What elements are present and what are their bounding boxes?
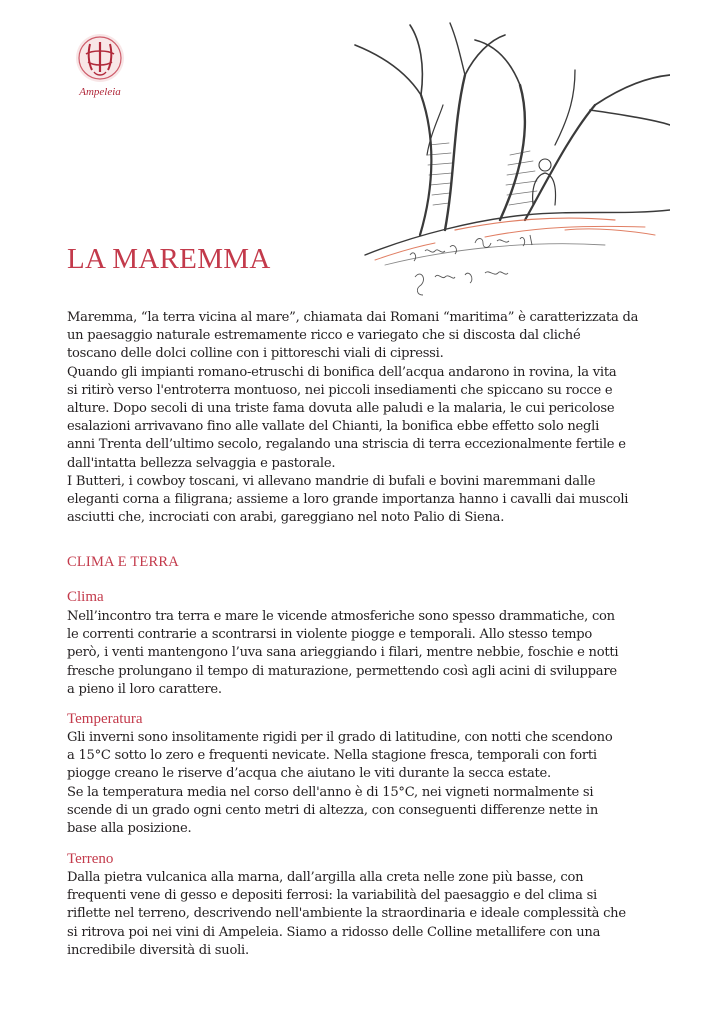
page-title: LA MAREMMA xyxy=(67,243,271,275)
text-line: incredibile diversità di suoli. xyxy=(67,942,249,958)
intro-paragraph xyxy=(67,309,667,527)
tree-sketch-illustration xyxy=(325,15,670,300)
temperatura-heading: Temperatura xyxy=(67,711,143,727)
text-line: riflette nel terreno, descrivendo nell'ambiente la straordinaria e ideale complessità che xyxy=(67,906,626,922)
text-line: frequenti vene di gesso e depositi ferrosi: la variabilità del paesaggio e del clima si xyxy=(67,888,597,904)
section-title: CLIMA E TERRA xyxy=(67,554,179,570)
text-line: a 15°C sotto lo zero e frequenti nevicate. Nella stagione fresca, temporali con forti xyxy=(67,748,597,764)
text-line: dall'intatta bellezza selvaggia e pastorale. xyxy=(67,455,336,471)
text-line: si ritirò verso l'entroterra montuoso, nei piccoli insediamenti che spiccano su rocce e xyxy=(67,382,613,398)
text-line: Gli inverni sono insolitamente rigidi per il grado di latitudine, con notti che scendono xyxy=(67,730,613,745)
text-line: anni Trenta dell’ultimo secolo, regalando una striscia di terra eccezionalmente fertile e xyxy=(67,437,626,453)
text-line: base alla posizione. xyxy=(67,821,192,837)
terreno-paragraph xyxy=(67,869,667,960)
clima-heading: Clima xyxy=(67,589,104,605)
text-line: Nell’incontro tra terra e mare le vicende atmosferiche sono spesso drammatiche, con xyxy=(67,609,615,624)
text-line: Quando gli impianti romano-etruschi di bonifica dell’acqua andarono in rovina, la vita xyxy=(67,364,617,380)
temperatura-paragraph xyxy=(67,729,667,838)
text-line: piogge creano le riserve d’acqua che aiutano le viti durante la secca estate. xyxy=(67,766,551,782)
text-line: le correnti contrarie a scontrarsi in violente piogge e temporali. Allo stesso tempo xyxy=(67,627,593,643)
text-line: I Butteri, i cowboy toscani, vi allevano mandrie di bufali e bovini maremmani dalle xyxy=(67,473,596,489)
sketch-drawing xyxy=(325,15,670,300)
text-line: alture. Dopo secoli di una triste fama dovuta alle paludi e la malaria, le cui pericolose xyxy=(67,401,615,417)
text-line: si ritrova poi nei vini di Ampeleia. Siamo a ridosso delle Colline metallifere con una xyxy=(67,924,601,940)
text-line: toscano delle dolci colline con i pittoreschi viali di cipressi. xyxy=(67,346,444,362)
clima-paragraph xyxy=(67,608,667,699)
text-line: un paesaggio naturale estremamente ricco e variegato che si discosta dal cliché xyxy=(67,328,581,344)
text-line: Dalla pietra vulcanica alla marna, dall’argilla alla creta nelle zone più basse, con xyxy=(67,870,584,885)
text-line: Maremma, “la terra vicina al mare”, chiamata dai Romani “maritima” è caratterizzata da xyxy=(67,310,639,325)
text-line: esalazioni arrivavano fino alle vallate del Chianti, la bonifica ebbe effetto solo negli xyxy=(67,419,600,435)
text-line: a pieno il loro carattere. xyxy=(67,681,222,697)
text-line: scende di un grado ogni cento metri di altezza, con conseguenti differenze nette in xyxy=(67,802,599,818)
terreno-heading: Terreno xyxy=(67,851,114,867)
text-line: eleganti corna a filigrana; assieme a loro grande importanza hanno i cavalli dai muscoli xyxy=(67,492,629,508)
text-line: Se la temperatura media nel corso dell'anno è di 15°C, nei vigneti normalmente si xyxy=(67,784,594,800)
text-line: però, i venti mantengono l’uva sana arieggiando i filari, mentre nebbie, foschie e notti xyxy=(67,645,619,661)
text-line: asciutti che, incrociati con arabi, gareggiano nel noto Palio di Siena. xyxy=(67,510,505,526)
text-line: fresche prolungano il tempo di maturazione, permettendo così agli acini di sviluppare xyxy=(67,663,617,679)
logo-wordmark: Ampeleia xyxy=(79,86,121,98)
